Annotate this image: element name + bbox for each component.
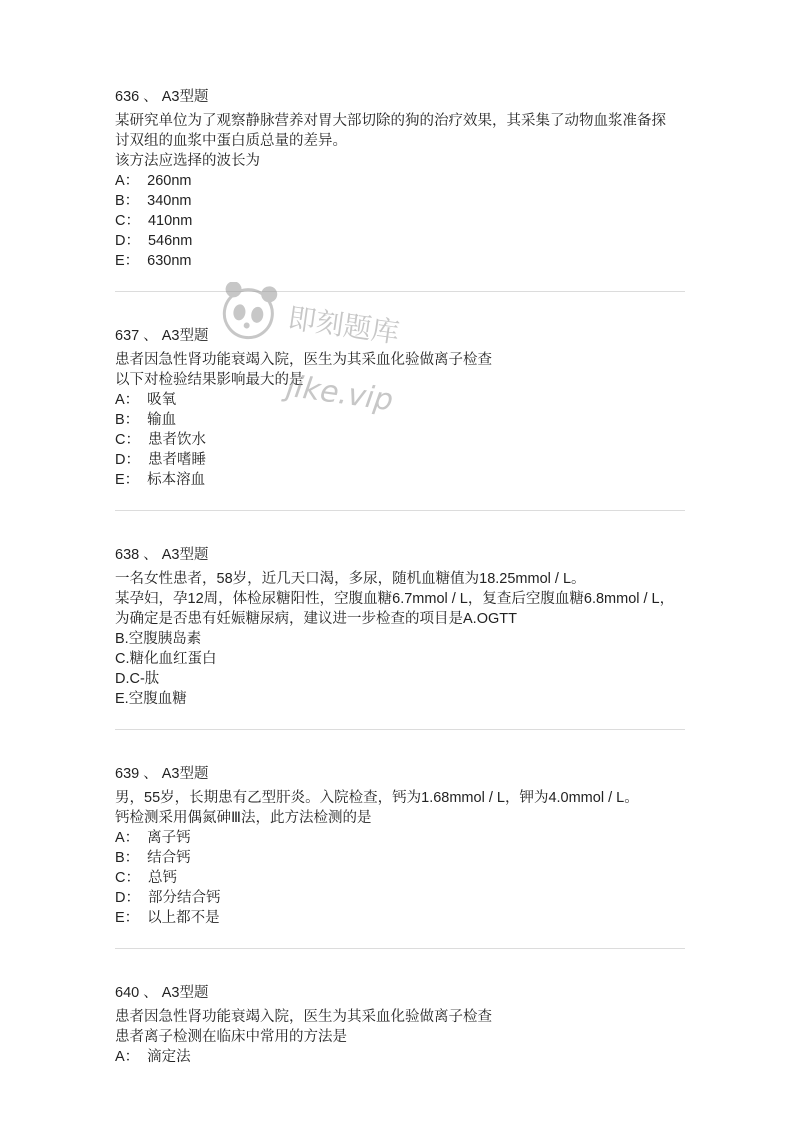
option-label: D： bbox=[115, 452, 140, 468]
option-label: D： bbox=[115, 890, 140, 906]
option-text: 标本溶血 bbox=[147, 472, 206, 488]
option-text: 546nm bbox=[147, 233, 193, 249]
option-label: B： bbox=[115, 412, 140, 428]
question-stem-line: 患者因急性肾功能衰竭入院，医生为其采血化验做离子检查 bbox=[115, 1009, 492, 1025]
question-header: 636 、 A3型题 bbox=[115, 89, 209, 105]
watermark-url: jike.vip bbox=[284, 368, 396, 419]
option-label: E. bbox=[115, 691, 129, 707]
option-label: E： bbox=[115, 910, 140, 926]
question-636 bbox=[115, 87, 685, 271]
option-text: 以上都不是 bbox=[147, 910, 220, 926]
option-c bbox=[115, 211, 685, 231]
question-header: 640 、 A3型题 bbox=[115, 985, 209, 1001]
question-divider bbox=[115, 729, 685, 730]
question-stem-line: 某研究单位为了观察静脉营养对胃大部切除的狗的治疗效果，其采集了动物血浆准备探 bbox=[115, 113, 666, 129]
option-a bbox=[115, 1047, 685, 1067]
question-header: 638 、 A3型题 bbox=[115, 547, 209, 563]
option-label: A： bbox=[115, 392, 140, 408]
option-label: A： bbox=[115, 1049, 140, 1065]
option-text: 630nm bbox=[147, 253, 192, 269]
option-text: 离子钙 bbox=[147, 830, 191, 846]
question-stem-line: 以下对检验结果影响最大的是 bbox=[115, 372, 304, 388]
option-text: 输血 bbox=[147, 412, 177, 428]
question-stem-line: 一名女性患者，58岁，近几天口渴，多尿，随机血糖值为18.25mmol / L。 bbox=[115, 571, 586, 587]
watermark-brand: 即刻题库 bbox=[285, 301, 402, 350]
option-label: C. bbox=[115, 651, 130, 667]
question-list bbox=[115, 87, 685, 1067]
question-stem-line: 患者因急性肾功能衰竭入院，医生为其采血化验做离子检查 bbox=[115, 352, 492, 368]
option-d bbox=[115, 669, 685, 689]
question-divider bbox=[115, 948, 685, 949]
option-label: A： bbox=[115, 830, 140, 846]
option-label: A： bbox=[115, 173, 140, 189]
option-c bbox=[115, 430, 685, 450]
option-b bbox=[115, 848, 685, 868]
option-label: B. bbox=[115, 631, 129, 647]
option-text: 空腹血糖 bbox=[128, 691, 187, 707]
option-c bbox=[115, 649, 685, 669]
question-divider bbox=[115, 510, 685, 511]
option-text: 结合钙 bbox=[147, 850, 191, 866]
question-header: 639 、 A3型题 bbox=[115, 766, 209, 782]
option-a bbox=[115, 828, 685, 848]
question-header: 637 、 A3型题 bbox=[115, 328, 209, 344]
option-d bbox=[115, 231, 685, 251]
option-e bbox=[115, 908, 685, 928]
question-stem-line: 该方法应选择的波长为 bbox=[115, 153, 260, 169]
option-a bbox=[115, 390, 685, 410]
option-label: E： bbox=[115, 253, 140, 269]
option-text: 410nm bbox=[147, 213, 193, 229]
option-d bbox=[115, 888, 685, 908]
option-label: B： bbox=[115, 193, 140, 209]
option-text: 部分结合钙 bbox=[147, 890, 221, 906]
option-c bbox=[115, 868, 685, 888]
option-text: 糖化血红蛋白 bbox=[129, 651, 217, 667]
option-text: 吸氧 bbox=[147, 392, 177, 408]
option-d bbox=[115, 450, 685, 470]
option-label: C： bbox=[115, 432, 140, 448]
question-639 bbox=[115, 764, 685, 928]
option-label: C： bbox=[115, 213, 140, 229]
question-stem-line: 为确定是否患有妊娠糖尿病，建议进一步检查的项目是A.OGTT bbox=[115, 611, 517, 627]
question-stem-line: 某孕妇，孕12周，体检尿糖阳性，空腹血糖6.7mmol / L，复查后空腹血糖6.8mmol / L， bbox=[115, 591, 675, 607]
option-text: C-肽 bbox=[129, 671, 160, 687]
question-638 bbox=[115, 545, 685, 709]
question-640 bbox=[115, 983, 685, 1067]
option-text: 260nm bbox=[147, 173, 192, 189]
option-label: D. bbox=[115, 671, 130, 687]
option-text: 患者嗜睡 bbox=[147, 452, 206, 468]
option-e bbox=[115, 689, 685, 709]
option-text: 滴定法 bbox=[147, 1049, 191, 1065]
option-b bbox=[115, 191, 685, 211]
option-b bbox=[115, 629, 685, 649]
option-label: C： bbox=[115, 870, 140, 886]
option-label: D： bbox=[115, 233, 140, 249]
question-stem-line: 讨双组的血浆中蛋白质总量的差异。 bbox=[115, 133, 347, 149]
option-text: 总钙 bbox=[147, 870, 177, 886]
option-b bbox=[115, 410, 685, 430]
option-label: B： bbox=[115, 850, 140, 866]
question-divider bbox=[115, 291, 685, 292]
option-text: 空腹胰岛素 bbox=[128, 631, 202, 647]
option-label: E： bbox=[115, 472, 140, 488]
question-stem-line: 男，55岁，长期患有乙型肝炎。入院检查，钙为1.68mmol / L，钾为4.0mmol / L。 bbox=[115, 790, 639, 806]
option-text: 340nm bbox=[147, 193, 192, 209]
option-text: 患者饮水 bbox=[147, 432, 206, 448]
question-stem-line: 患者离子检测在临床中常用的方法是 bbox=[115, 1029, 347, 1045]
question-stem-line: 钙检测采用偶氮砷Ⅲ法，此方法检测的是 bbox=[115, 810, 372, 826]
option-e bbox=[115, 251, 685, 271]
option-e bbox=[115, 470, 685, 490]
option-a bbox=[115, 171, 685, 191]
question-637 bbox=[115, 326, 685, 490]
